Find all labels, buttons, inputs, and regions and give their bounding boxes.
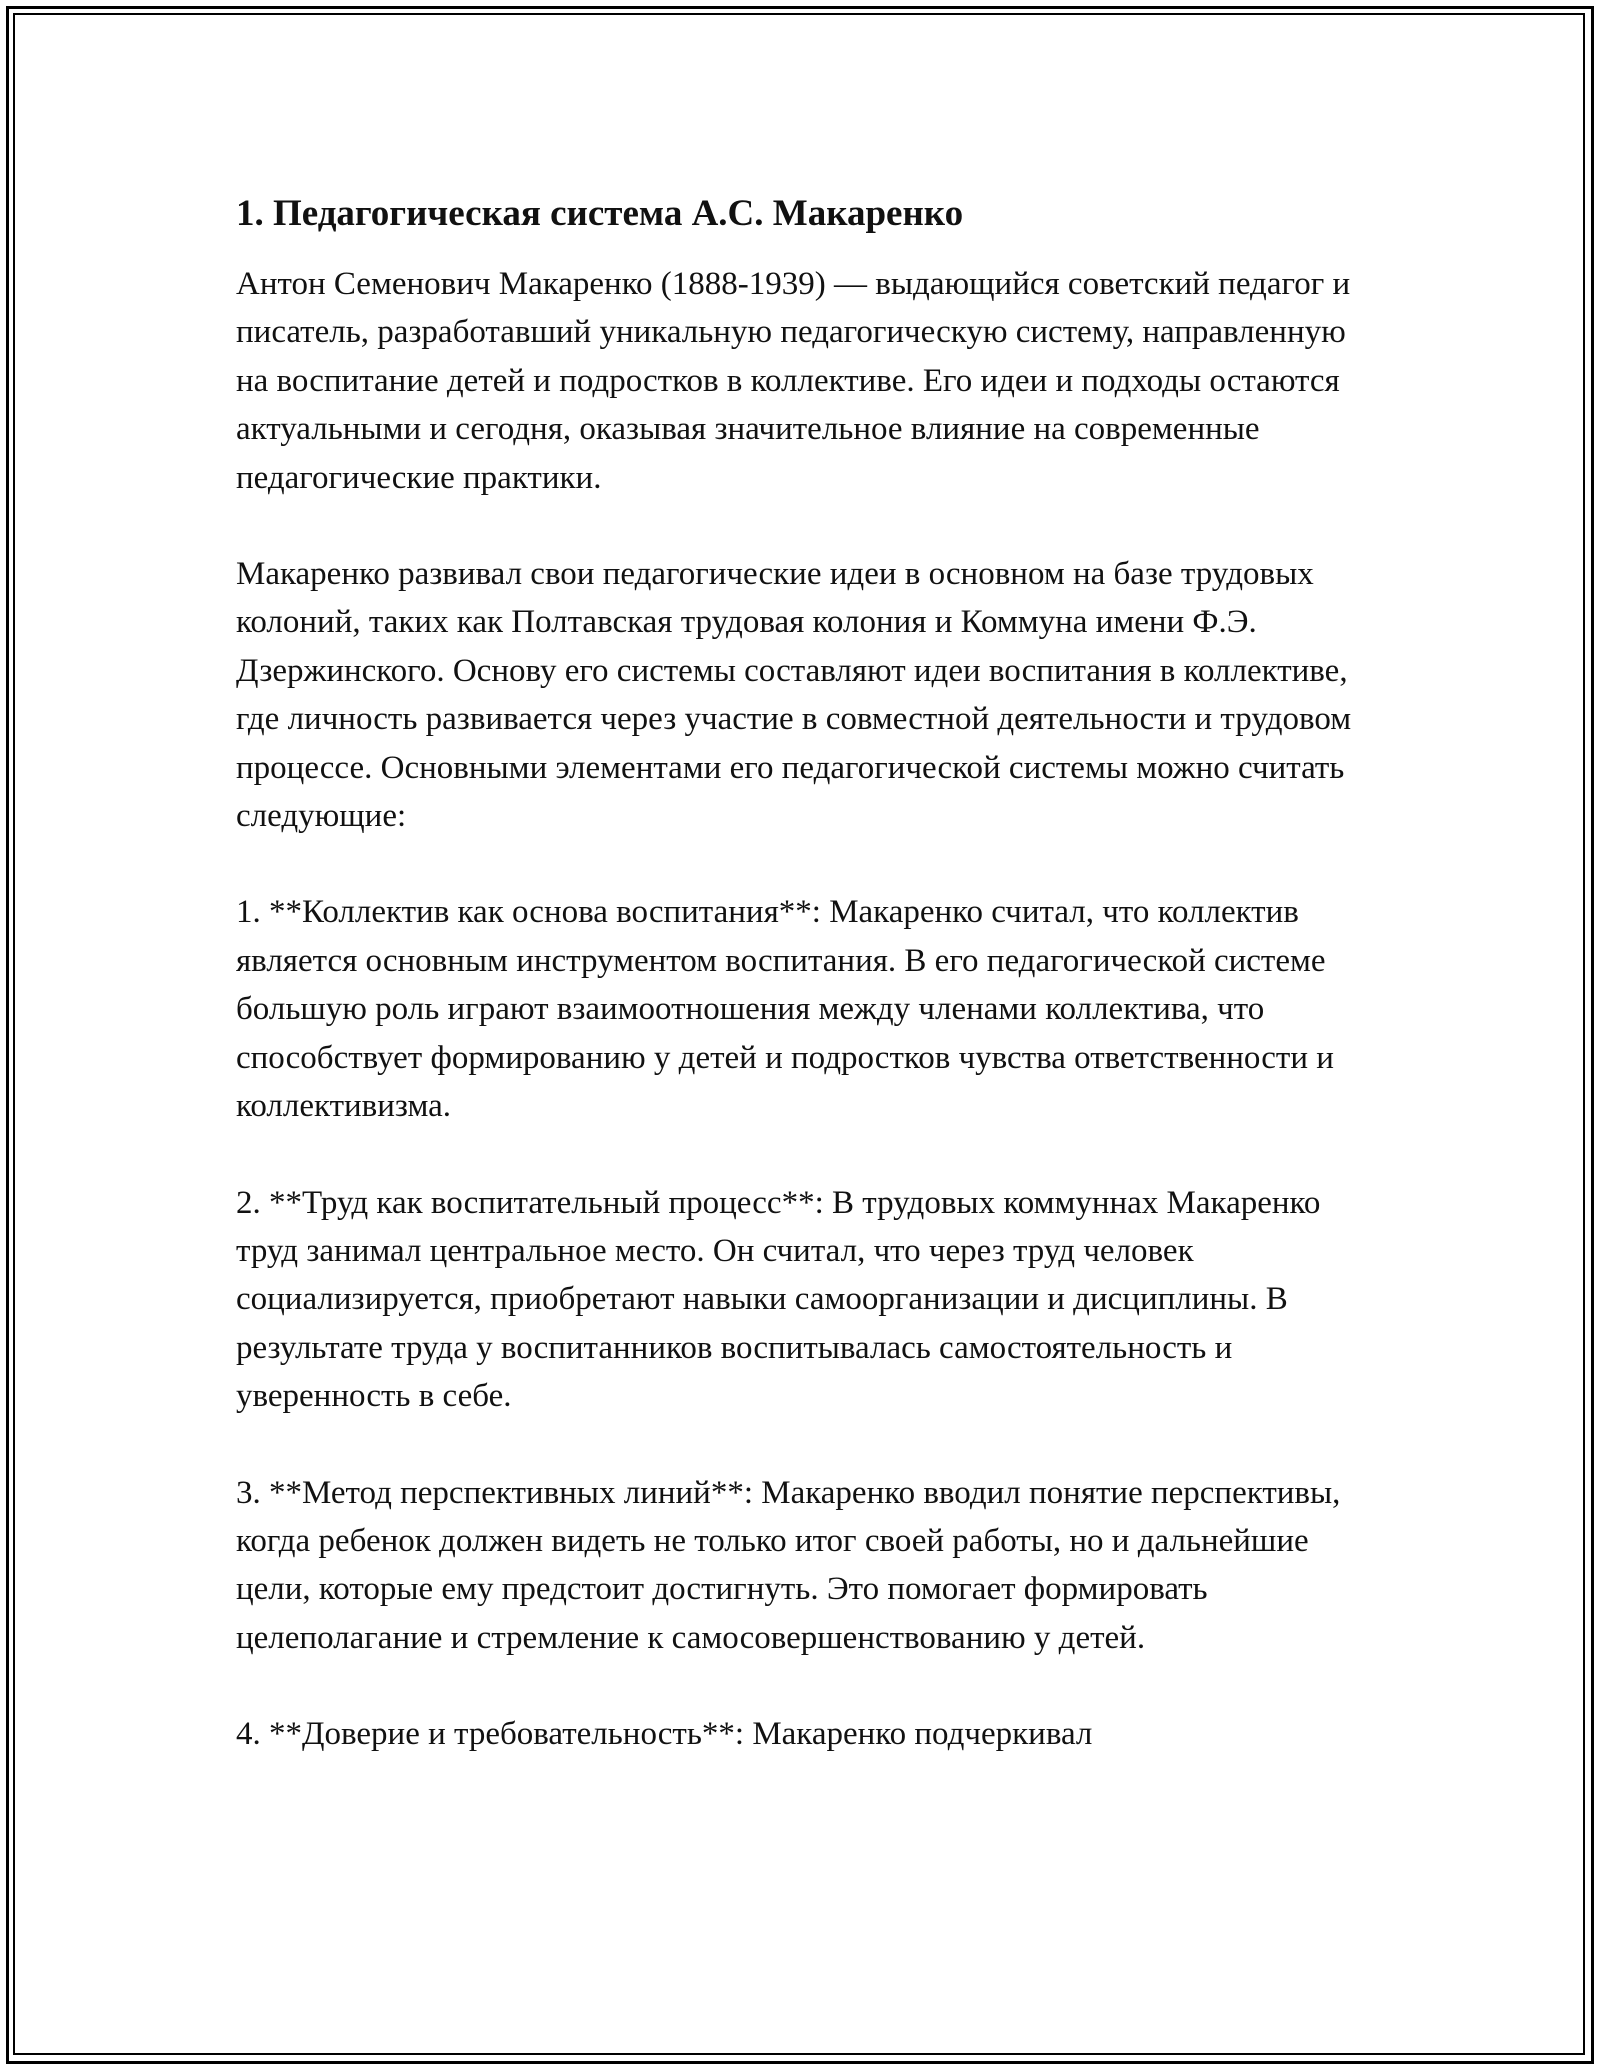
document-title: 1. Педагогическая система А.С. Макаренко xyxy=(236,193,964,234)
document-body xyxy=(236,188,1366,1807)
paragraph-intro: Антон Семенович Макаренко (1888-1939) — выдающийся советский педагог и писатель, разработавший уникальную педагогическую систему, направленную на воспитание детей и подростков в коллективе. Его идеи и подходы остаются актуальными и сегодня, оказывая значительное влияние на современные педагогические практики. xyxy=(236,266,1351,496)
list-item-perspective-lines: 3. **Метод перспективных линий**: Макаренко вводил понятие перспективы, когда ребенок должен видеть не только итог своей работы, но и дальнейшие цели, которые ему предстоит достигнуть. Это помогает формировать целеполагание и стремление к самосовершенствованию у детей. xyxy=(236,1474,1341,1656)
list-item-trust: 4. **Доверие и требовательность**: Макаренко подчеркивал xyxy=(236,1716,1093,1753)
paragraph-colonies: Макаренко развивал свои педагогические идеи в основном на базе трудовых колоний, таких как Полтавская трудовая колония и Коммуна имени Ф.Э. Дзержинского. Основу его системы составляют идеи воспитания в коллективе, где личность развивается через участие в совместной деятельности и трудовом процессе. Основными элементами его педагогической системы можно считать следующие: xyxy=(236,556,1352,835)
list-item-labor: 2. **Труд как воспитательный процесс**: В трудовых коммуннах Макаренко труд занимал центральное место. Он считал, что через труд человек социализируется, приобретают навыки самоорганизации и дисциплины. В результате труда у воспитанников воспитывалась самостоятельность и уверенность в себе. xyxy=(236,1184,1321,1415)
list-item-collective: 1. **Коллектив как основа воспитания**: Макаренко считал, что коллектив является основным инструментом воспитания. В его педагогической системе большую роль играют взаимоотношения между членами коллектива, что способствует формированию у детей и подростков чувства ответственности и коллективизма. xyxy=(236,894,1334,1125)
